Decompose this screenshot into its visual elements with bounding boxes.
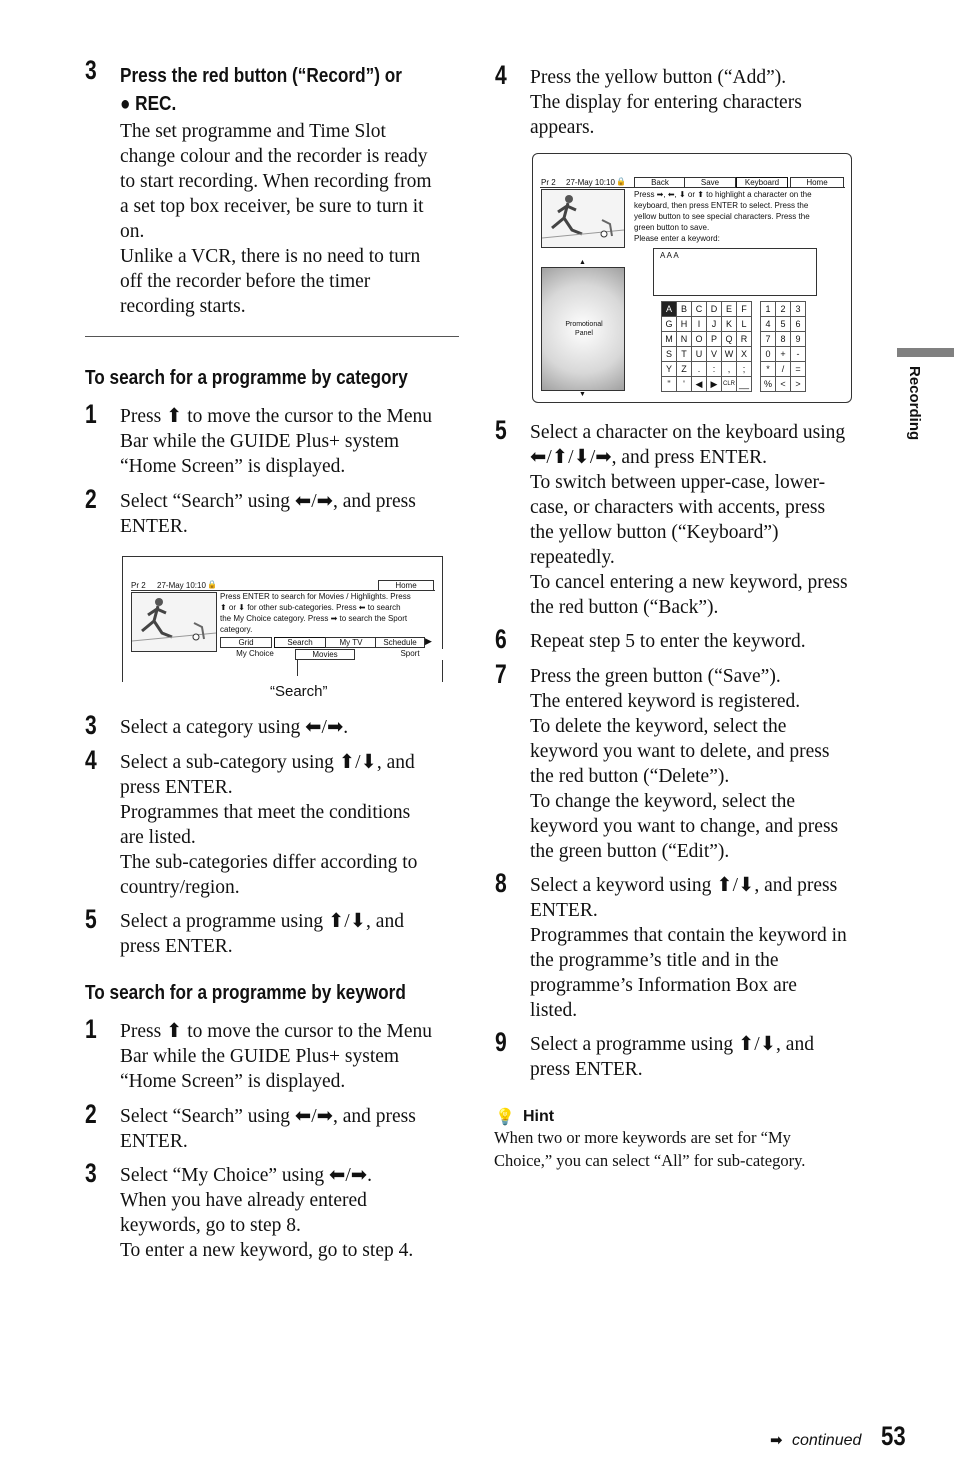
sub-category: My Choice [220, 649, 290, 660]
text-line: ENTER. [120, 1131, 188, 1152]
keyboard-key[interactable]: ▶ [707, 377, 722, 392]
step-body [530, 1032, 814, 1082]
text-line: Select a category using ⬅/➡. [120, 717, 349, 738]
text-line: the red button (“Back”). [530, 597, 719, 618]
keyboard-key[interactable]: 0 [761, 347, 776, 362]
text-line: Repeat step 5 to enter the keyword. [530, 631, 806, 652]
text-line: off the recorder before the timer [120, 271, 371, 292]
keyboard-key[interactable]: ' [677, 377, 692, 392]
step-number: 4 [495, 60, 507, 90]
text-line: “Home Screen” is displayed. [120, 456, 346, 477]
text-line: appears. [530, 117, 595, 138]
text-line: Select a keyword using ⬆/⬇, and press [530, 875, 838, 896]
continued-label: continued [792, 1432, 862, 1449]
text-line: Select “My Choice” using ⬅/➡. [120, 1165, 373, 1186]
text-line: When you have already entered [120, 1190, 367, 1211]
keyboard-key[interactable]: M [662, 332, 677, 347]
text-line: Select “Search” using ⬅/➡, and press [120, 1106, 416, 1127]
step-number: 1 [85, 399, 97, 429]
arrow-right-icon: ▶ [425, 636, 432, 646]
keyboard-key[interactable]: > [791, 377, 806, 392]
step-body [530, 629, 806, 654]
text-line: keyword you want to delete, and press [530, 741, 830, 762]
keyboard-key[interactable]: B [677, 302, 692, 317]
keyboard-key[interactable]: 5 [776, 317, 791, 332]
step-number: 5 [495, 415, 507, 445]
step-title: Press the red button (“Record”) or [120, 65, 402, 87]
text-line: To change the keyword, select the [530, 791, 796, 812]
step-number: 4 [85, 745, 97, 775]
text-line: a set top box receiver, be sure to turn it [120, 196, 424, 217]
screen-illustration-search [122, 556, 443, 682]
keyboard-key[interactable]: F [737, 302, 752, 317]
menu-tab: Back [634, 177, 686, 188]
keyboard-key[interactable]: = [791, 362, 806, 377]
keyboard-key[interactable]: 1 [761, 302, 776, 317]
tv-picture [131, 592, 217, 652]
info-line: category. [220, 625, 253, 634]
lock-icon: 🔒 [207, 580, 217, 589]
letter-keyboard[interactable] [661, 301, 752, 392]
text-line: Bar while the GUIDE Plus+ system [120, 1046, 400, 1067]
keyboard-key[interactable]: U [692, 347, 707, 362]
menu-tab: Keyboard [736, 177, 788, 188]
menu-tab: Schedule [375, 637, 425, 648]
step-number: 7 [495, 659, 507, 689]
keyboard-key[interactable]: * [761, 362, 776, 377]
step-body [120, 1163, 413, 1263]
keyboard-key[interactable]: R [737, 332, 752, 347]
text-line: To delete the keyword, select the [530, 716, 787, 737]
section-tab-label: Recording [906, 366, 923, 441]
keyboard-key[interactable]: 4 [761, 317, 776, 332]
promotional-panel: Promotional Panel [541, 267, 625, 391]
callout-label: “Search” [270, 683, 328, 700]
info-line: Press ENTER to search for Movies / Highlights. Press [220, 592, 411, 601]
info-line: ⬆ or ⬇ for other sub-categories. Press ⬅ to search [220, 603, 401, 612]
keyboard-key[interactable]: E [722, 302, 737, 317]
keyword-entry-text: A A A [660, 251, 679, 260]
keyboard-key[interactable]: D [707, 302, 722, 317]
text-line: To enter a new keyword, go to step 4. [120, 1240, 414, 1261]
keyboard-key[interactable]: . [692, 362, 707, 377]
section-divider [85, 336, 459, 337]
date-label: 27-May 10:10 [566, 178, 615, 187]
step-body [120, 715, 348, 740]
home-tab: Home [378, 580, 434, 591]
text-line: To cancel entering a new keyword, press [530, 572, 848, 593]
step-body [120, 1104, 416, 1154]
text-line: press ENTER. [120, 777, 233, 798]
info-line: Please enter a keyword: [634, 234, 720, 243]
lock-icon: 🔒 [616, 177, 626, 186]
keyboard-key[interactable]: L [737, 317, 752, 332]
page-number: 53 [881, 1421, 906, 1451]
keyboard-key[interactable]: % [761, 377, 776, 392]
step-body [120, 404, 432, 479]
keyboard-key[interactable]: O [692, 332, 707, 347]
step-number: 2 [85, 1099, 97, 1129]
step-body [530, 420, 848, 620]
text-line: To switch between upper-case, lower- [530, 472, 826, 493]
menu-tab: Grid [220, 637, 272, 648]
step-number: 6 [495, 624, 507, 654]
text-line: to start recording. When recording from [120, 171, 432, 192]
sub-category: Sport [375, 649, 445, 660]
menu-tab: Save [684, 177, 736, 188]
keyboard-key[interactable]: 3 [791, 302, 806, 317]
text-line: Unlike a VCR, there is no need to turn [120, 246, 421, 267]
text-line: Press the green button (“Save”). [530, 666, 781, 687]
text-line: “Home Screen” is displayed. [120, 1071, 346, 1092]
step-number: 5 [85, 904, 97, 934]
step-number: 8 [495, 868, 507, 898]
text-line: Bar while the GUIDE Plus+ system [120, 431, 400, 452]
keyboard-key[interactable]: " [662, 377, 677, 392]
text-line: country/region. [120, 877, 240, 898]
text-line: Press the yellow button (“Add”). [530, 67, 787, 88]
number-keyboard[interactable] [760, 301, 806, 392]
scroll-up-icon: ▲ [579, 259, 586, 266]
step-body [120, 1019, 432, 1094]
step-body [530, 664, 838, 864]
text-line: The set programme and Time Slot [120, 121, 386, 142]
step-number: 9 [495, 1027, 507, 1057]
keyboard-key[interactable]: Z [677, 362, 692, 377]
keyboard-key[interactable]: P [707, 332, 722, 347]
step-number: 3 [85, 710, 97, 740]
keyboard-key[interactable]: C [692, 302, 707, 317]
text-line: ENTER. [530, 900, 598, 921]
text-line: the programme’s title and in the [530, 950, 779, 971]
text-line: Press ⬆ to move the cursor to the Menu [120, 1021, 433, 1042]
text-line: the green button (“Edit”). [530, 841, 730, 862]
text-line: case, or characters with accents, press [530, 497, 826, 518]
text-line: Select a programme using ⬆/⬇, and [530, 1034, 814, 1055]
step-title: ● REC. [120, 93, 177, 115]
keyword-entry-field[interactable] [653, 248, 817, 296]
keyboard-key[interactable]: N [677, 332, 692, 347]
section-tab-bar [897, 348, 954, 357]
keyboard-key[interactable]: + [776, 347, 791, 362]
continued-arrow-icon: ➡ [770, 1431, 783, 1449]
channel-label: Pr 2 [541, 178, 556, 187]
step-body [120, 119, 465, 319]
step-number: 3 [85, 55, 97, 85]
menu-tab: My TV [325, 637, 377, 648]
text-line: press ENTER. [530, 1059, 643, 1080]
text-line: ⬅/⬆/⬇/➡, and press ENTER. [530, 447, 768, 468]
keyboard-key[interactable]: S [662, 347, 677, 362]
info-line: keyboard, then press ENTER to select. Press the [634, 201, 809, 210]
text-line: The display for entering characters [530, 92, 802, 113]
channel-label: Pr 2 [131, 581, 146, 590]
keyboard-key[interactable]: ◀ [692, 377, 707, 392]
keyboard-key[interactable]: I [692, 317, 707, 332]
section-heading: To search for a programme by category [85, 367, 408, 389]
keyboard-key[interactable]: Y [662, 362, 677, 377]
step-number: 2 [85, 484, 97, 514]
tv-picture [541, 189, 625, 248]
step-body [530, 65, 802, 140]
info-line: the My Choice category. Press ➡ to search the Sport [220, 614, 408, 623]
keyboard-key[interactable]: / [776, 362, 791, 377]
keyboard-key[interactable]: 8 [776, 332, 791, 347]
text-line: repeatedly. [530, 547, 615, 568]
keyboard-key[interactable]: 6 [791, 317, 806, 332]
text-line: the red button (“Delete”). [530, 766, 730, 787]
keyboard-key[interactable]: J [707, 317, 722, 332]
step-body [530, 873, 847, 1023]
step-number: 3 [85, 1158, 97, 1188]
hint-title: Hint [523, 1108, 555, 1125]
sub-category: Movies [295, 649, 355, 660]
keyboard-key[interactable]: , [722, 362, 737, 377]
text-line: change colour and the recorder is ready [120, 146, 428, 167]
text-line: Programmes that meet the conditions [120, 802, 411, 823]
menu-tab: Search [274, 637, 326, 648]
text-line: programme’s Information Box are [530, 975, 797, 996]
text-line: keyword you want to change, and press [530, 816, 839, 837]
info-line: Press ➡, ⬅, ⬇ or ⬆ to highlight a character on the [634, 190, 812, 199]
keyboard-key[interactable]: : [707, 362, 722, 377]
keyboard-key[interactable]: W [722, 347, 737, 362]
hint-body [494, 1126, 874, 1172]
date-label: 27-May 10:10 [157, 581, 206, 590]
text-line: Select “Search” using ⬅/➡, and press [120, 491, 416, 512]
info-line: green button to save. [634, 223, 710, 232]
step-body [120, 750, 417, 900]
keyboard-key[interactable]: K [722, 317, 737, 332]
keyboard-key[interactable]: 9 [791, 332, 806, 347]
text-line: Select a sub-category using ⬆/⬇, and [120, 752, 415, 773]
text-line: keywords, go to step 8. [120, 1215, 301, 1236]
text-line: press ENTER. [120, 936, 233, 957]
text-line: ENTER. [120, 516, 188, 537]
keyboard-key[interactable]: Q [722, 332, 737, 347]
text-line: Press ⬆ to move the cursor to the Menu [120, 406, 433, 427]
section-heading: To search for a programme by keyword [85, 982, 406, 1004]
info-line: yellow button to see special characters. Press the [634, 212, 810, 221]
text-line: The sub-categories differ according to [120, 852, 418, 873]
text-line: the yellow button (“Keyboard”) [530, 522, 779, 543]
step-body [120, 489, 416, 539]
text-line: Select a programme using ⬆/⬇, and [120, 911, 404, 932]
keyboard-key[interactable]: A [662, 302, 677, 317]
keyboard-key[interactable]: - [791, 347, 806, 362]
keyboard-key[interactable]: 7 [761, 332, 776, 347]
screen-illustration-keyword [532, 153, 852, 403]
keyboard-key[interactable]: H [677, 317, 692, 332]
text-line: Programmes that contain the keyword in [530, 925, 847, 946]
keyboard-key[interactable]: T [677, 347, 692, 362]
menu-tab: Home [790, 177, 844, 188]
keyboard-key[interactable]: 2 [776, 302, 791, 317]
keyboard-key[interactable]: __ [737, 377, 752, 392]
text-line: Choice,” you can select “All” for sub-category. [494, 1151, 806, 1170]
text-line: are listed. [120, 827, 196, 848]
step-body [120, 909, 404, 959]
text-line: When two or more keywords are set for “My [494, 1128, 791, 1147]
keyboard-key[interactable]: CLR [722, 377, 737, 392]
keyboard-key[interactable]: G [662, 317, 677, 332]
keyboard-key[interactable]: ; [737, 362, 752, 377]
text-line: recording starts. [120, 296, 246, 317]
keyboard-key[interactable]: X [737, 347, 752, 362]
scroll-down-icon: ▼ [579, 391, 586, 398]
text-line: Select a character on the keyboard using [530, 422, 846, 443]
keyboard-key[interactable]: < [776, 377, 791, 392]
hint-icon: 💡 [495, 1107, 515, 1126]
text-line: listed. [530, 1000, 578, 1021]
step-number: 1 [85, 1014, 97, 1044]
keyboard-key[interactable]: V [707, 347, 722, 362]
text-line: on. [120, 221, 145, 242]
text-line: The entered keyword is registered. [530, 691, 801, 712]
